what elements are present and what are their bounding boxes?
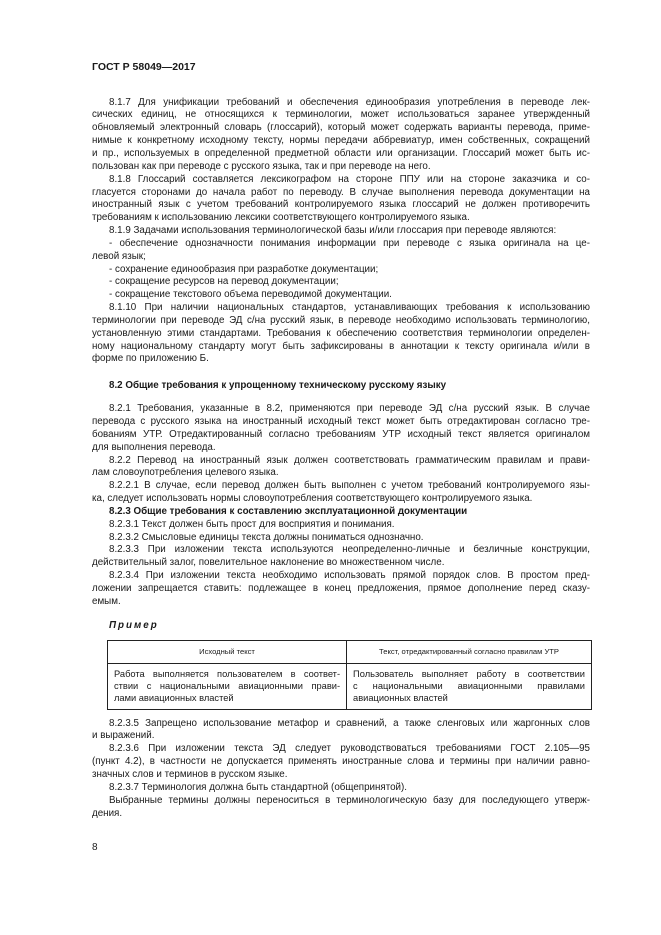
table-cell: [108, 664, 347, 710]
text-line: для выполнения перевода.: [92, 441, 216, 453]
paragraph: [92, 570, 590, 609]
text-section-after-table: [92, 718, 590, 821]
text-section-8-1: [92, 97, 590, 609]
text-line: перевода с русского языка на иностранный исходный текст может быть отредактирован согласно тре-: [92, 416, 590, 427]
paragraph: [92, 264, 590, 277]
document-body: [92, 97, 590, 821]
page-number: 8: [92, 842, 98, 853]
paragraph: [92, 455, 590, 481]
text-line: значных слов и терминов в русском языке.: [92, 768, 288, 780]
text-line: 8.2.3.1 Текст должен быть прост для восприятия и понимания.: [109, 518, 395, 530]
section-heading: [92, 380, 590, 393]
text-line: бованиям УТР. Отредактированный согласно требованиям УТР исходный текст является оригиналом: [92, 428, 590, 440]
table-header-edited: Текст, отредактированный согласно правилам УТР: [347, 641, 592, 664]
text-line: сических единиц, не относящихся к терминологии, может использоваться заранее утвержденный: [92, 109, 590, 121]
text-line: требованиям к использованию лексики соответствующего контролируемого языка.: [92, 212, 470, 224]
text-line: 8.2.3.5 Запрещено использование метафор и сравнений, а также сленговых или жаргонных слов: [109, 717, 590, 729]
text-line: левой язык;: [92, 250, 146, 262]
text-line: 8.2 Общие требования к упрощенному техническому русскому языку: [109, 380, 447, 392]
text-line: Выбранные термины должны переноситься в терминологическую базу для последующего утверж-: [109, 794, 590, 806]
document-header: ГОСТ Р 58049—2017: [92, 61, 196, 73]
text-line: ному национальному стандарту могут быть зафиксированы в аннотации к тексту оригинала и/или в: [92, 340, 590, 352]
text-line: действительный залог, повелительное наклонение во множественном числе.: [92, 557, 445, 569]
cell-line: Пользователь выполняет работу в соответствии: [353, 669, 585, 680]
text-line: и пр., используемых в определенной предметной области или организации. Глоссарий может быть ис-: [92, 147, 590, 159]
cell-line: лами авиационных властей: [114, 693, 234, 704]
text-line: нимые к конкретному исходному тексту, нормы передачи аббревиатур, имен собственных, сокращений: [92, 135, 590, 147]
cell-line: с национальными авиационными правилами: [353, 681, 585, 692]
cell-line: Работа выполняется пользователем в соответ-: [114, 669, 341, 680]
text-line: иностранный язык с учетом требований контролируемого языка глоссарий не должен противоречить: [92, 199, 590, 211]
paragraph: [92, 795, 590, 821]
table-header-row: [108, 641, 592, 664]
text-line: 8.2.3.3 При изложении текста используются неопределенно-личные и безличные конструкции,: [109, 544, 590, 556]
text-line: дения.: [92, 807, 123, 819]
text-line: (пункт 4.2), в частности не допускается применять иностранные слова и термины при наличии равно-: [92, 756, 590, 768]
paragraph: [92, 544, 590, 570]
text-line: и выражений.: [92, 730, 155, 742]
text-line: 8.1.9 Задачами использования терминологической базы и/или глоссария при переводе являются:: [109, 225, 557, 237]
paragraph: [92, 519, 590, 532]
text-line: 8.2.3.2 Смысловые единицы текста должны пониматься однозначно.: [109, 531, 424, 543]
example-label: Пример: [109, 619, 159, 631]
cell-line: авиационных властей: [353, 693, 448, 704]
paragraph: [92, 743, 590, 782]
text-line: - сокращение текстового объема переводимой документации.: [109, 289, 392, 301]
paragraph: [92, 225, 590, 238]
text-line: 8.1.8 Глоссарий составляется лексикографом на стороне ППУ или на стороне заказчика и со-: [109, 173, 590, 185]
text-line: установленную этими стандартами. Требования к обеспечению соответствия терминологии определен-: [92, 327, 590, 339]
text-line: ложении запрещается ставить: подлежащее в конец предложения, прямое дополнение перед сказу-: [92, 582, 590, 594]
text-line: 8.2.2.1 В случае, если перевод должен быть выполнен с учетом требований контролируемого язы-: [109, 480, 590, 492]
text-line: 8.2.3.7 Терминология должна быть стандартной (общепринятой).: [109, 781, 407, 793]
text-line: - сокращение ресурсов на перевод документации;: [109, 276, 339, 288]
text-line: емым.: [92, 595, 121, 607]
table-header-source: Исходный текст: [108, 641, 347, 664]
text-line: ка, следует использовать нормы словоупотребления соответствующего контролируемого языка.: [92, 493, 533, 505]
text-line: 8.2.3.6 При изложении текста ЭД следует руководствоваться требованиями ГОСТ 2.105—95: [109, 743, 590, 755]
paragraph: [92, 97, 590, 174]
table-cell: [347, 664, 592, 710]
text-line: терминологии при переводе ЭД с/на русский язык, в переводе необходимо использовать терминологию,: [92, 314, 590, 326]
paragraph: [92, 718, 590, 744]
text-line: форме по приложению Б.: [92, 353, 209, 365]
paragraph: [92, 238, 590, 264]
section-heading: [92, 506, 590, 519]
text-line: 8.2.1 Требования, указанные в 8.2, применяются при переводе ЭД с/на русский язык. В случае: [109, 403, 590, 415]
table-row: [108, 664, 592, 710]
text-line: 8.1.10 При наличии национальных стандартов, устанавливающих требования к использованию: [109, 302, 590, 314]
text-line: гласуется сторонами до начала работ по переводу. В случае выполнения перевода документации на: [92, 186, 590, 198]
paragraph: [92, 480, 590, 506]
paragraph: [92, 302, 590, 366]
text-line: 8.2.3 Общие требования к составлению эксплуатационной документации: [109, 505, 468, 517]
cell-line: ствии с национальными авиационными прави-: [114, 681, 341, 692]
text-line: пользован как при переводе с русского языка, так и при переводе на него.: [92, 160, 431, 172]
text-line: 8.2.3.4 При изложении текста необходимо использовать прямой порядок слов. В простом пред-: [109, 570, 590, 582]
text-line: 8.1.7 Для унификации требований и обеспечения единообразия употребления в переводе лек-: [109, 96, 590, 108]
text-line: лам словоупотребления целевого языка.: [92, 467, 279, 479]
paragraph: [92, 174, 590, 225]
text-line: обновляемый электронный словарь (глоссарий), который может содержать варианты перевода, приме-: [92, 122, 590, 134]
paragraph: [92, 532, 590, 545]
text-line: - сохранение единообразия при разработке документации;: [109, 263, 379, 275]
text-line: - обеспечение однозначности понимания информации при переводе с языка оригинала на це-: [109, 237, 590, 249]
example-table: [107, 640, 592, 710]
paragraph: [92, 782, 590, 795]
paragraph: [92, 403, 590, 454]
paragraph: [92, 276, 590, 289]
text-line: 8.2.2 Перевод на иностранный язык должен соответствовать грамматическим правилам и прави-: [109, 454, 590, 466]
paragraph: [92, 289, 590, 302]
